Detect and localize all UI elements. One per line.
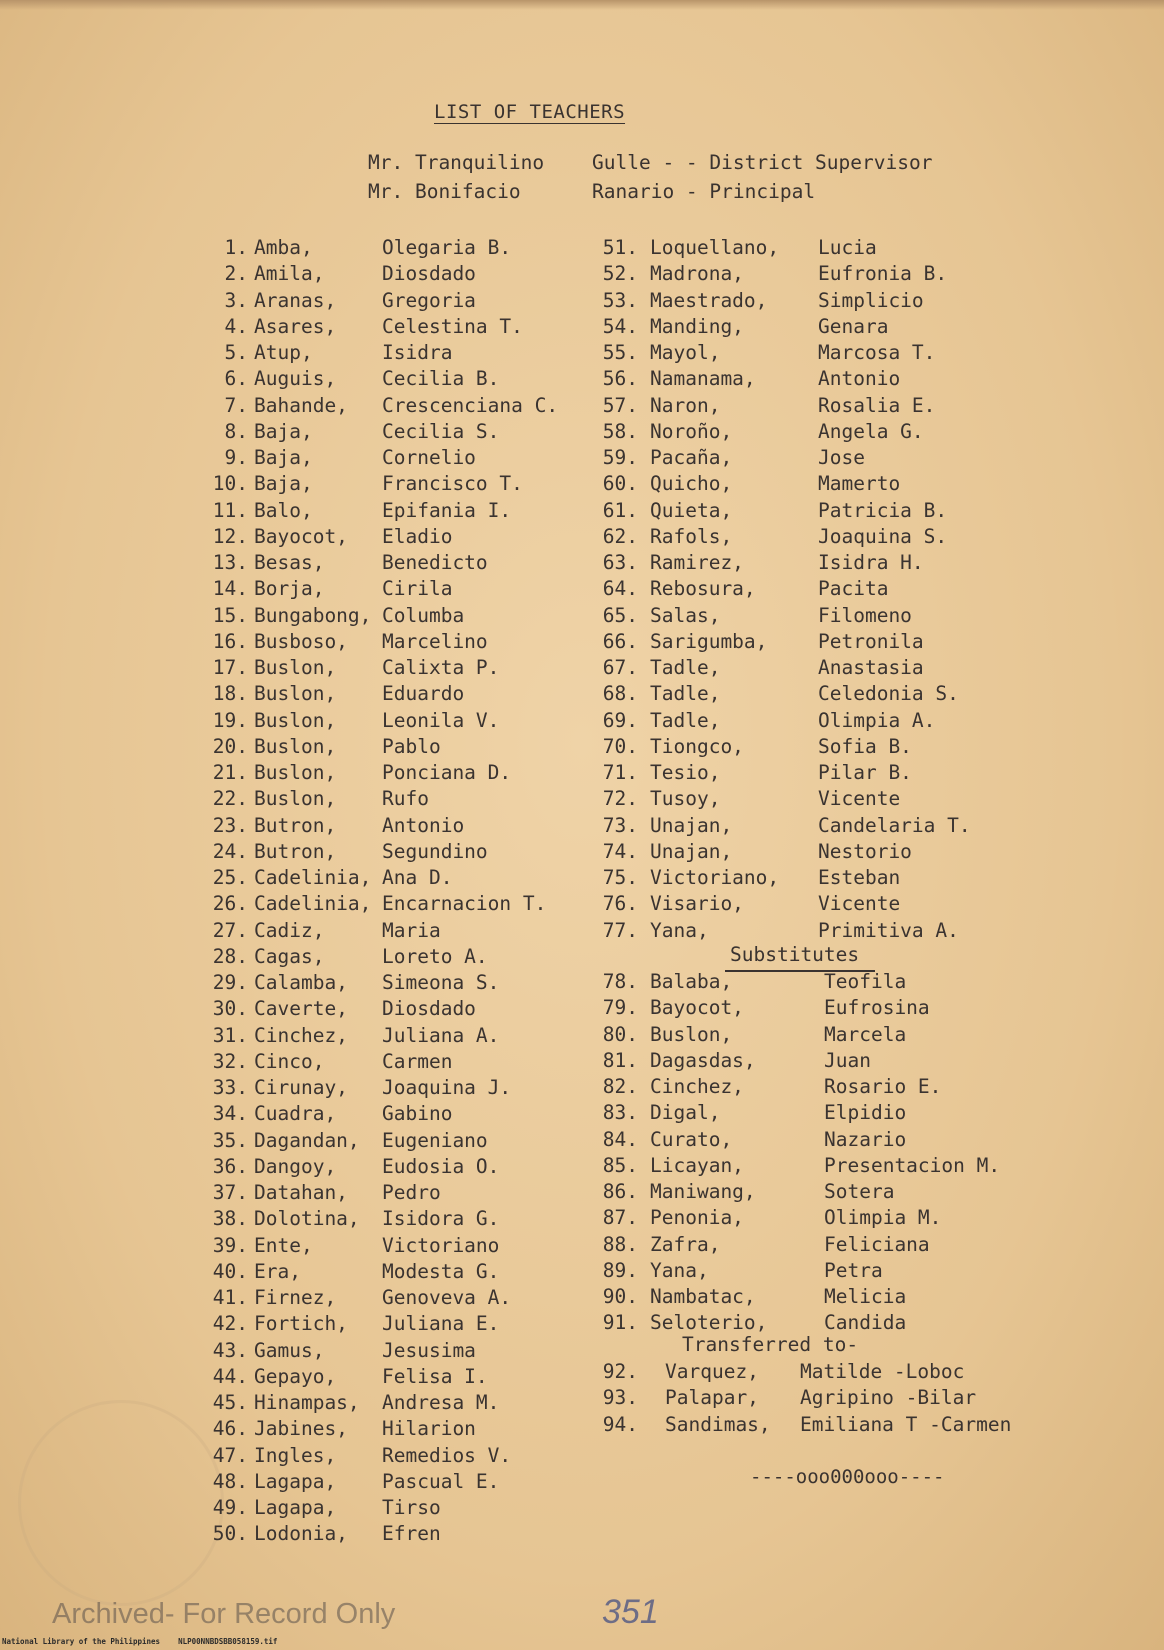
- row-surname: Amila,: [254, 262, 325, 286]
- row-surname: Mayol,: [650, 341, 721, 364]
- row-number: 62.: [602, 524, 638, 548]
- row-surname: Visario,: [650, 892, 744, 916]
- row-number: 39.: [212, 1233, 248, 1257]
- row-surname: Tadle,: [650, 682, 721, 706]
- row-number: 53.: [602, 288, 638, 312]
- row-given-name: Eduardo: [382, 682, 465, 706]
- row-number: 49.: [212, 1496, 248, 1519]
- row-number: 28.: [212, 944, 248, 968]
- row-surname: Cadelinia,: [254, 892, 372, 916]
- row-surname: Noroño,: [650, 419, 733, 443]
- row-surname: Tesio,: [650, 761, 721, 784]
- document-title: LIST OF TEACHERS: [434, 101, 626, 123]
- row-given-name: Presentacion M.: [824, 1153, 1001, 1177]
- row-number: 21.: [212, 761, 248, 784]
- row-surname: Dangoy,: [254, 1154, 337, 1178]
- row-number: 87.: [602, 1206, 638, 1230]
- row-number: 42.: [212, 1312, 248, 1336]
- row-surname: Buslon,: [254, 761, 337, 784]
- row-given-name: Diosdado: [382, 997, 476, 1021]
- row-surname: Butron,: [254, 813, 337, 837]
- row-number: 18.: [212, 682, 248, 706]
- row-given-name: Loreto A.: [382, 944, 488, 968]
- row-given-name: Vicente: [818, 892, 901, 916]
- page-number: 351: [602, 1593, 659, 1631]
- row-surname: Loquellano,: [650, 236, 780, 259]
- row-surname: Buslon,: [254, 787, 337, 811]
- row-surname: Lagapa,: [254, 1496, 337, 1519]
- row-number: 64.: [602, 577, 638, 601]
- row-given-name: Juliana A.: [382, 1023, 500, 1047]
- row-given-name: Lucia: [818, 236, 877, 259]
- row-given-name: Ponciana D.: [382, 761, 512, 784]
- row-given-name: Remedios V.: [382, 1443, 512, 1467]
- row-given-name: Benedicto: [382, 551, 488, 574]
- row-given-name: Cornelio: [382, 446, 476, 469]
- row-number: 58.: [602, 419, 638, 443]
- row-number: 20.: [212, 734, 248, 758]
- row-surname: Sarigumba,: [650, 629, 768, 653]
- row-number: 75.: [602, 866, 638, 889]
- row-surname: Caverte,: [254, 997, 348, 1021]
- row-surname: Tadle,: [650, 656, 721, 679]
- row-number: 89.: [602, 1258, 638, 1282]
- transferred-heading: Transferred to-: [682, 1333, 859, 1356]
- row-surname: Quieta,: [650, 498, 733, 522]
- row-given-name: Olimpia M.: [824, 1206, 942, 1230]
- row-surname: Ramirez,: [650, 551, 744, 574]
- row-surname: Butron,: [254, 839, 337, 863]
- row-surname: Pacaña,: [650, 446, 733, 469]
- row-number: 2.: [224, 262, 248, 286]
- row-surname: Nambatac,: [650, 1285, 756, 1308]
- row-number: 30.: [212, 997, 248, 1021]
- row-number: 47.: [212, 1443, 248, 1467]
- row-number: 55.: [602, 341, 638, 364]
- row-surname: Lagapa,: [254, 1469, 337, 1493]
- row-given-name: Marcosa T.: [818, 341, 936, 364]
- row-given-name: Primitiva A.: [818, 918, 959, 942]
- row-surname: Lodonia,: [254, 1522, 348, 1546]
- row-number: 29.: [212, 971, 248, 994]
- row-number: 79.: [602, 996, 638, 1020]
- row-number: 90.: [602, 1285, 638, 1308]
- row-given-name: Filomeno: [818, 603, 912, 627]
- row-surname: Digal,: [650, 1101, 721, 1125]
- footer-source: National Library of the Philippines NLP00NNBDSBB058159.tif: [2, 1637, 278, 1646]
- row-given-name: Hilarion: [382, 1417, 476, 1441]
- row-given-name: Ana D.: [382, 866, 453, 889]
- row-given-name: Joaquina S.: [818, 524, 948, 548]
- row-surname: Manding,: [650, 314, 744, 338]
- row-given-name: Rosalia E.: [818, 393, 936, 417]
- row-given-name: Genara: [818, 314, 889, 338]
- row-given-name: Gabino: [382, 1102, 453, 1126]
- row-surname: Unajan,: [650, 839, 733, 863]
- row-surname: Gamus,: [254, 1338, 325, 1362]
- row-surname: Buslon,: [650, 1022, 733, 1046]
- row-given-name: Agripino -Bilar: [800, 1386, 977, 1410]
- row-given-name: Nestorio: [818, 839, 912, 863]
- row-surname: Tusoy,: [650, 787, 721, 811]
- row-surname: Amba,: [254, 236, 313, 259]
- row-number: 60.: [602, 472, 638, 496]
- row-surname: Buslon,: [254, 734, 337, 758]
- row-number: 41.: [212, 1286, 248, 1309]
- row-given-name: Feliciana: [824, 1232, 930, 1256]
- row-number: 43.: [212, 1338, 248, 1362]
- row-surname: Datahan,: [254, 1181, 348, 1204]
- row-given-name: Pablo: [382, 734, 441, 758]
- row-given-name: Felisa I.: [382, 1364, 488, 1388]
- row-surname: Curato,: [650, 1127, 733, 1151]
- row-given-name: Emiliana T -Carmen: [800, 1412, 1012, 1436]
- row-surname: Maniwang,: [650, 1180, 756, 1203]
- row-number: 88.: [602, 1232, 638, 1256]
- row-surname: Cuadra,: [254, 1102, 337, 1126]
- row-given-name: Jesusima: [382, 1338, 476, 1362]
- row-number: 5.: [224, 341, 248, 364]
- row-surname: Bahande,: [254, 393, 348, 417]
- row-given-name: Pedro: [382, 1181, 441, 1204]
- row-surname: Madrona,: [650, 262, 744, 286]
- row-given-name: Antonio: [382, 813, 465, 837]
- paper-top-edge: [0, 0, 1164, 10]
- row-number: 80.: [602, 1022, 638, 1046]
- row-number: 73.: [602, 813, 638, 837]
- row-given-name: Eufronia B.: [818, 262, 948, 286]
- row-given-name: Epifania I.: [382, 498, 512, 522]
- row-number: 81.: [602, 1048, 638, 1072]
- row-surname: Era,: [254, 1259, 301, 1283]
- row-given-name: Isidra H.: [818, 551, 924, 574]
- row-given-name: Rosario E.: [824, 1075, 942, 1098]
- row-given-name: Juliana E.: [382, 1312, 500, 1336]
- row-given-name: Jose: [818, 446, 865, 469]
- row-surname: Buslon,: [254, 708, 337, 732]
- row-number: 63.: [602, 551, 638, 574]
- row-surname: Bayocot,: [254, 524, 348, 548]
- row-number: 61.: [602, 498, 638, 522]
- row-surname: Hinampas,: [254, 1391, 360, 1414]
- row-surname: Cagas,: [254, 944, 325, 968]
- row-surname: Baja,: [254, 446, 313, 469]
- row-given-name: Marcelino: [382, 629, 488, 653]
- row-given-name: Joaquina J.: [382, 1076, 512, 1099]
- row-surname: Zafra,: [650, 1232, 721, 1256]
- row-given-name: Simplicio: [818, 288, 924, 312]
- row-number: 50.: [212, 1522, 248, 1546]
- row-surname: Sandimas,: [665, 1412, 771, 1436]
- row-surname: Fortich,: [254, 1312, 348, 1336]
- row-given-name: Eugeniano: [382, 1128, 488, 1152]
- substitutes-heading: Substitutes: [730, 943, 860, 966]
- row-given-name: Melicia: [824, 1285, 907, 1308]
- row-given-name: Sotera: [824, 1180, 895, 1203]
- row-given-name: Eudosia O.: [382, 1154, 500, 1178]
- row-number: 34.: [212, 1102, 248, 1126]
- supervisor-surname-role: Gulle - - District Supervisor: [592, 151, 933, 174]
- row-given-name: Celestina T.: [382, 314, 523, 338]
- row-number: 38.: [212, 1207, 248, 1231]
- row-number: 1.: [224, 236, 248, 259]
- row-number: 33.: [212, 1076, 248, 1099]
- row-given-name: Cirila: [382, 577, 453, 601]
- row-given-name: Modesta G.: [382, 1259, 500, 1283]
- row-given-name: Encarnacion T.: [382, 892, 547, 916]
- row-surname: Cinchez,: [650, 1075, 744, 1098]
- row-given-name: Genoveva A.: [382, 1286, 512, 1309]
- row-number: 16.: [212, 629, 248, 653]
- row-given-name: Carmen: [382, 1049, 453, 1073]
- row-given-name: Gregoria: [382, 288, 476, 312]
- row-number: 76.: [602, 892, 638, 916]
- row-number: 31.: [212, 1023, 248, 1047]
- row-surname: Naron,: [650, 393, 721, 417]
- row-surname: Ente,: [254, 1233, 313, 1257]
- row-number: 52.: [602, 262, 638, 286]
- row-surname: Rebosura,: [650, 577, 756, 601]
- row-given-name: Petronila: [818, 629, 924, 653]
- end-mark: ----ooo000ooo----: [750, 1466, 945, 1488]
- row-number: 59.: [602, 446, 638, 469]
- row-given-name: Pilar B.: [818, 761, 912, 784]
- row-number: 27.: [212, 918, 248, 942]
- row-surname: Cadiz,: [254, 918, 325, 942]
- row-given-name: Calixta P.: [382, 656, 500, 679]
- row-number: 85.: [602, 1153, 638, 1177]
- row-number: 11.: [212, 498, 248, 522]
- row-given-name: Isidra: [382, 341, 453, 364]
- row-number: 69.: [602, 708, 638, 732]
- row-number: 12.: [212, 524, 248, 548]
- row-surname: Cinco,: [254, 1049, 325, 1073]
- row-number: 72.: [602, 787, 638, 811]
- row-given-name: Francisco T.: [382, 472, 523, 496]
- row-number: 36.: [212, 1154, 248, 1178]
- row-surname: Calamba,: [254, 971, 348, 994]
- row-given-name: Elpidio: [824, 1101, 907, 1125]
- row-surname: Cinchez,: [254, 1023, 348, 1047]
- row-given-name: Celedonia S.: [818, 682, 959, 706]
- row-number: 74.: [602, 839, 638, 863]
- row-number: 94.: [602, 1412, 638, 1436]
- row-given-name: Nazario: [824, 1127, 907, 1151]
- row-given-name: Simeona S.: [382, 971, 500, 994]
- row-given-name: Andresa M.: [382, 1391, 500, 1414]
- row-number: 9.: [224, 446, 248, 469]
- row-number: 84.: [602, 1127, 638, 1151]
- row-surname: Busboso,: [254, 629, 348, 653]
- row-given-name: Crescenciana C.: [382, 393, 559, 417]
- row-given-name: Angela G.: [818, 419, 924, 443]
- row-given-name: Rufo: [382, 787, 429, 811]
- row-number: 26.: [212, 892, 248, 916]
- row-surname: Besas,: [254, 551, 325, 574]
- row-surname: Baja,: [254, 472, 313, 496]
- row-given-name: Diosdado: [382, 262, 476, 286]
- row-number: 71.: [602, 761, 638, 784]
- row-number: 22.: [212, 787, 248, 811]
- row-given-name: Columba: [382, 603, 465, 627]
- row-given-name: Patricia B.: [818, 498, 948, 522]
- row-given-name: Marcela: [824, 1022, 907, 1046]
- row-surname: Atup,: [254, 341, 313, 364]
- row-given-name: Juan: [824, 1048, 871, 1072]
- row-given-name: Maria: [382, 918, 441, 942]
- row-surname: Baja,: [254, 419, 313, 443]
- row-surname: Maestrado,: [650, 288, 768, 312]
- row-surname: Victoriano,: [650, 866, 780, 889]
- row-number: 82.: [602, 1075, 638, 1098]
- row-number: 45.: [212, 1391, 248, 1414]
- row-surname: Licayan,: [650, 1153, 744, 1177]
- row-surname: Yana,: [650, 918, 709, 942]
- row-surname: Dolotina,: [254, 1207, 360, 1231]
- row-number: 92.: [602, 1360, 638, 1383]
- row-surname: Quicho,: [650, 472, 733, 496]
- row-surname: Asares,: [254, 314, 337, 338]
- row-number: 6.: [224, 367, 248, 391]
- row-number: 56.: [602, 367, 638, 391]
- row-number: 37.: [212, 1181, 248, 1204]
- row-surname: Balo,: [254, 498, 313, 522]
- row-given-name: Victoriano: [382, 1233, 500, 1257]
- row-given-name: Isidora G.: [382, 1207, 500, 1231]
- row-given-name: Teofila: [824, 970, 907, 993]
- row-given-name: Cecilia S.: [382, 419, 500, 443]
- row-given-name: Vicente: [818, 787, 901, 811]
- row-number: 91.: [602, 1311, 638, 1335]
- row-given-name: Segundino: [382, 839, 488, 863]
- principal-name: Mr. Bonifacio: [368, 180, 521, 203]
- row-surname: Balaba,: [650, 970, 733, 993]
- row-given-name: Matilde -Loboc: [800, 1360, 965, 1383]
- row-number: 24.: [212, 839, 248, 863]
- row-surname: Dagandan,: [254, 1128, 360, 1152]
- row-number: 48.: [212, 1469, 248, 1493]
- row-number: 68.: [602, 682, 638, 706]
- row-number: 57.: [602, 393, 638, 417]
- row-surname: Buslon,: [254, 656, 337, 679]
- row-number: 35.: [212, 1128, 248, 1152]
- row-given-name: Sofia B.: [818, 734, 912, 758]
- row-surname: Salas,: [650, 603, 721, 627]
- row-given-name: Anastasia: [818, 656, 924, 679]
- row-given-name: Eladio: [382, 524, 453, 548]
- row-given-name: Esteban: [818, 866, 901, 889]
- row-number: 17.: [212, 656, 248, 679]
- row-surname: Buslon,: [254, 682, 337, 706]
- row-given-name: Mamerto: [818, 472, 901, 496]
- row-surname: Varquez,: [665, 1360, 759, 1383]
- row-given-name: Efren: [382, 1522, 441, 1546]
- row-given-name: Pacita: [818, 577, 889, 601]
- row-number: 78.: [602, 970, 638, 993]
- row-surname: Auguis,: [254, 367, 337, 391]
- row-surname: Namanama,: [650, 367, 756, 391]
- row-surname: Tiongco,: [650, 734, 744, 758]
- row-given-name: Pascual E.: [382, 1469, 500, 1493]
- row-surname: Seloterio,: [650, 1311, 768, 1335]
- row-number: 32.: [212, 1049, 248, 1073]
- row-surname: Palapar,: [665, 1386, 759, 1410]
- row-number: 86.: [602, 1180, 638, 1203]
- faded-seal-stamp: [18, 1400, 224, 1606]
- row-number: 67.: [602, 656, 638, 679]
- supervisor-name: Mr. Tranquilino: [368, 151, 545, 174]
- row-surname: Cirunay,: [254, 1076, 348, 1099]
- row-number: 65.: [602, 603, 638, 627]
- row-given-name: Eufrosina: [824, 996, 930, 1020]
- row-number: 46.: [212, 1417, 248, 1441]
- row-number: 7.: [224, 393, 248, 417]
- row-number: 13.: [212, 551, 248, 574]
- row-number: 77.: [602, 918, 638, 942]
- row-given-name: Cecilia B.: [382, 367, 500, 391]
- row-number: 19.: [212, 708, 248, 732]
- principal-surname-role: Ranario - Principal: [592, 180, 816, 203]
- row-surname: Unajan,: [650, 813, 733, 837]
- row-surname: Firnez,: [254, 1286, 337, 1309]
- row-surname: Bayocot,: [650, 996, 744, 1020]
- row-surname: Penonia,: [650, 1206, 744, 1230]
- row-number: 4.: [224, 314, 248, 338]
- row-number: 8.: [224, 419, 248, 443]
- row-surname: Jabines,: [254, 1417, 348, 1441]
- row-number: 54.: [602, 314, 638, 338]
- row-given-name: Olimpia A.: [818, 708, 936, 732]
- row-surname: Aranas,: [254, 288, 337, 312]
- row-number: 40.: [212, 1259, 248, 1283]
- row-number: 83.: [602, 1101, 638, 1125]
- row-number: 44.: [212, 1364, 248, 1388]
- row-surname: Borja,: [254, 577, 325, 601]
- row-surname: Tadle,: [650, 708, 721, 732]
- row-number: 15.: [212, 603, 248, 627]
- row-surname: Bungabong,: [254, 603, 372, 627]
- row-given-name: Tirso: [382, 1496, 441, 1519]
- row-given-name: Candelaria T.: [818, 813, 971, 837]
- row-given-name: Antonio: [818, 367, 901, 391]
- row-number: 93.: [602, 1386, 638, 1410]
- row-surname: Cadelinia,: [254, 866, 372, 889]
- row-number: 14.: [212, 577, 248, 601]
- row-given-name: Petra: [824, 1258, 883, 1282]
- row-surname: Gepayo,: [254, 1364, 337, 1388]
- row-given-name: Leonila V.: [382, 708, 500, 732]
- row-number: 23.: [212, 813, 248, 837]
- archive-watermark: Archived- For Record Only: [52, 1598, 396, 1630]
- row-given-name: Candida: [824, 1311, 907, 1335]
- row-surname: Ingles,: [254, 1443, 337, 1467]
- row-number: 10.: [212, 472, 248, 496]
- row-number: 70.: [602, 734, 638, 758]
- row-given-name: Olegaria B.: [382, 236, 512, 259]
- row-number: 3.: [224, 288, 248, 312]
- row-surname: Yana,: [650, 1258, 709, 1282]
- row-surname: Dagasdas,: [650, 1048, 756, 1072]
- row-surname: Rafols,: [650, 524, 733, 548]
- row-number: 25.: [212, 866, 248, 889]
- row-number: 51.: [602, 236, 638, 259]
- row-number: 66.: [602, 629, 638, 653]
